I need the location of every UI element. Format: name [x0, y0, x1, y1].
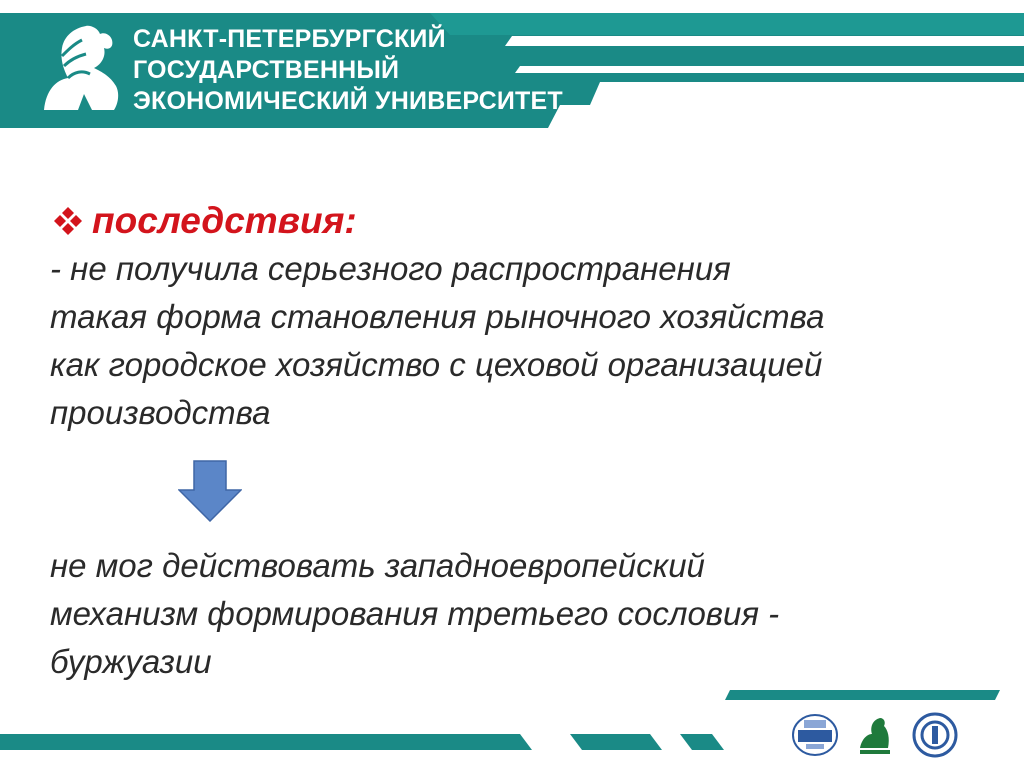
partner-logos: [792, 712, 958, 758]
griffin-icon: [38, 20, 128, 115]
paragraph-conclusion: не мог действовать западноевропейский механизм формирования третьего сословия - буржуазии: [50, 547, 780, 680]
university-name-line2: ГОСУДАРСТВЕННЫЙ: [133, 56, 400, 84]
diamond-bullet-icon: [50, 203, 86, 239]
paragraph-consequences: - не получила серьезного распространения такая форма становления рыночного хозяйства как городское хозяйство с цеховой организацией производства: [50, 250, 825, 431]
header-banner: [0, 0, 1024, 140]
inzhekon-logo: [792, 712, 838, 758]
university-name: [133, 24, 563, 117]
university-name-line1: САНКТ-ПЕТЕРБУРГСКИЙ: [133, 25, 446, 53]
headline: [50, 197, 1000, 245]
slide-body: [50, 197, 1000, 437]
university-emblem-logo: [912, 712, 958, 758]
finek-logo: [852, 712, 898, 758]
university-name-line3: ЭКОНОМИЧЕСКИЙ УНИВЕРСИТЕТ: [133, 87, 563, 115]
headline-text: последствия:: [92, 200, 357, 241]
down-arrow-icon: [178, 460, 242, 522]
